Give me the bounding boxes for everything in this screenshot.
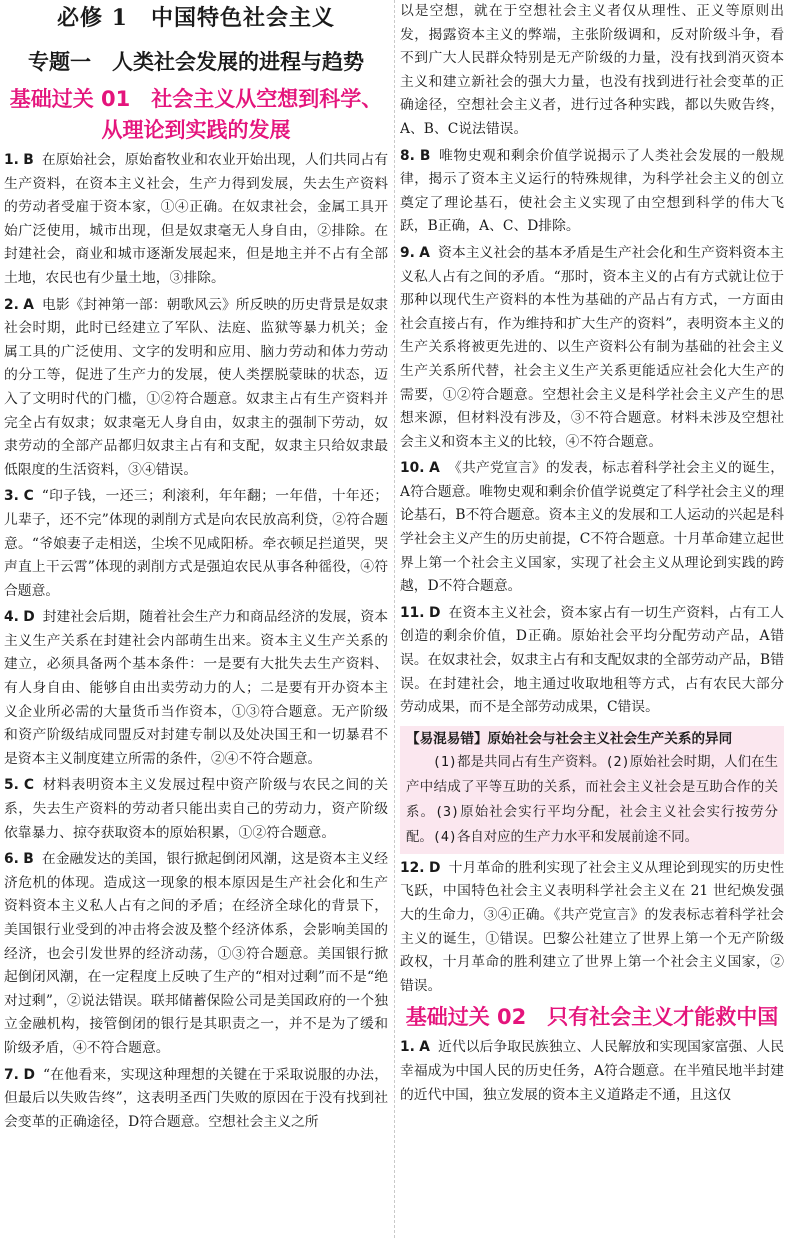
section2-title: 基础过关 02 只有社会主义才能救中国 [405,1005,779,1030]
left-column [4,0,388,1238]
answer-explanation: 在资本主义社会，资本家占有一切生产资料，占有工人创造的剩余价值，D正确。原始社会平均分配劳动产品，A错误。在奴隶社会，奴隶主占有和支配奴隶的全部劳动产品，B错误。在封建社会，地主通过收取地租等方式，占有农民大部分劳动成果，而不是全部劳动成果，C错误。 [400,604,784,716]
answer-letter: B [419,147,431,164]
answer-item-7-continued [400,0,784,142]
answer-item-11: 11. D 在资本主义社会，资本家占有一切生产资料，占有工人创造的剩余价值，D正确。原始社会平均分配劳动产品，A错误。在奴隶社会，奴隶主占有和支配奴隶的全部劳动产品，B错误。在封建社会，地主通过收取地租等方式，占有农民大部分劳动成果，而不是全部劳动成果，C错误。 [400,604,784,716]
answer-explanation: 资本主义社会的基本矛盾是生产社会化和生产资料资本主义私人占有之间的矛盾。“那时，资本主义的占有方式就让位于那种以现代生产资料的本性为基础的产品占有方式，一方面由社会直接占有，作为维持和扩大生产的资料”，表明资本主义的生产关系将被更先进的、以生产资料公有制为基础的社会主义生产关系所代替，社会主义生产关系更能适应社会化大生产的需要，①②符合题意。空想社会主义是科学社会主义产生的思想来源，但材料没有涉及，③不符合题意。材料未涉及空想社会主义和资本主义的比较，④不符合题意。 [400,244,784,450]
answer-explanation: 《共产党宣言》的发表，标志着科学社会主义的诞生，A符合题意。唯物史观和剩余价值学说奠定了科学社会主义的理论基石，B不符合题意。资本主义的发展和工人运动的兴起是科学社会主义产生的历史前提，C不符合题意。十月革命建立起世界上第一个社会主义国家，实现了社会主义从理论到实践的跨越，D不符合题意。 [400,460,784,595]
common-mistake-title: 【易混易错】原始社会与社会主义社会生产关系的异同 [406,730,733,747]
answer-item-12: 12. D 十月革命的胜利实现了社会主义从理论到现实的历史性飞跃，中国特色社会主义表明科学社会主义在 21 世纪焕发强大的生命力，③④正确。《共产党宣言》的发表标志着科学社会主义的诞生，①错误。巴黎公社建立了世界上第一个无产阶级政权，十月革命的胜利建立了世界上第一个社会主义国家，②错误。 [400,859,784,994]
answer-letter: D [23,609,35,626]
answer-explanation: “印子钱，一还三；利滚利，年年翻；一年借，十年还；儿辈子，还不完”体现的剥削方式是向农民放高利贷，②符合题意。“爷娘妻子走相送，尘埃不见咸阳桥。牵衣顿足拦道哭，哭声直上干云霄”体现的剥削方式是强迫农民从事各种徭役，④符合题意。 [4,488,388,599]
answer-item-3: 3. C “印子钱，一还三；利滚利，年年翻；一年借，十年还；儿辈子，还不完”体现的剥削方式是向农民放高利贷，②符合题意。“爷娘妻子走相送，尘埃不见咸阳桥。牵衣顿足拦道哭，哭声直上干云霄”体现的剥削方式是强迫农民从事各种徭役，④符合题意。 [4,488,388,599]
common-mistake-box [400,726,784,854]
answer-item-1: 1. B 在原始社会，原始畜牧业和农业开始出现，人们共同占有生产资料，在资本主义社会，生产力得到发展，失去生产资料的劳动者受雇于资本家，①④正确。在奴隶社会，金属工具开始广泛使用，城市出现，但是奴隶毫无人身自由，②排除。在封建社会，商业和城市逐渐发展起来，但是地主并不占有全部土地，农民也有少量土地，③排除。 [4,152,388,286]
section-title-line1: 基础过关 01 社会主义从空想到科学、 [9,87,383,111]
topic-title: 专题一 人类社会发展的进程与趋势 [28,49,364,74]
answer-letter: C [23,488,34,505]
answer-item-8: 8. B 唯物史观和剩余价值学说揭示了人类社会发展的一般规律，揭示了资本主义运行的特殊规律，为科学社会主义的创立奠定了理论基石，使社会主义实现了由空想到科学的伟大飞跃，B正确，A、C、D排除。 [400,147,784,235]
answer-explanation: 电影《封神第一部：朝歌风云》所反映的历史背景是奴隶社会时期，此时已经建立了军队、法庭、监狱等暴力机关；金属工具的广泛使用、文字的发明和应用、脑力劳动和体力劳动的分工等，促进了生产力的发展，使人类摆脱蒙昧的状态，迈入了文明时代的门槛，①②符合题意。奴隶主占有生产资料并完全占有奴隶；奴隶毫无人身自由，奴隶主的强制下劳动，奴隶劳动的全部产品都归奴隶主占有和支配，奴隶主只给奴隶最低限度的生活资料，③④错误。 [4,296,388,478]
column-divider [394,0,395,1238]
answer-letter: D [23,1066,35,1083]
answer-explanation: 十月革命的胜利实现了社会主义从理论到现实的历史性飞跃，中国特色社会主义表明科学社会主义在 21 世纪焕发强大的生命力，③④正确。《共产党宣言》的发表标志着科学社会主义的诞生，①错误。巴黎公社建立了世界上第一个无产阶级政权，十月革命的胜利建立了世界上第一个社会主义国家，②错误。 [400,859,784,994]
answer-letter: B [23,152,34,168]
answer-explanation: 在原始社会，原始畜牧业和农业开始出现，人们共同占有生产资料，在资本主义社会，生产力得到发展，失去生产资料的劳动者受雇于资本家，①④正确。在奴隶社会，金属工具开始广泛使用，城市出现，但是奴隶毫无人身自由，②排除。在封建社会，商业和城市逐渐发展起来，但是地主并不占有全部土地，农民也有少量土地，③排除。 [4,152,388,286]
answer-letter: C [23,777,34,794]
answer-item-2: 2. A 电影《封神第一部：朝歌风云》所反映的历史背景是奴隶社会时期，此时已经建立了军队、法庭、监狱等暴力机关；金属工具的广泛使用、文字的发明和应用、脑力劳动和体力劳动的分工等，促进了生产力的发展，使人类摆脱蒙昧的状态，迈入了文明时代的门槛，①②符合题意。奴隶主占有生产资料并完全占有奴隶；奴隶毫无人身自由，奴隶主的强制下劳动，奴隶劳动的全部产品都归奴隶主占有和支配，奴隶主只给奴隶最低限度的生活资料，③④错误。 [4,296,388,478]
common-mistake-body: (1)都是共同占有生产资料。(2)原始社会时期，人们在生产中结成了平等互助的关系，而社会主义社会是互助合作的关系。(3)原始社会实行平均分配，社会主义社会实行按劳分配。(4)各自对应的生产力水平和发展前途不同。 [406,754,778,845]
answer-letter: B [23,851,34,868]
answer-letter: A [23,296,34,313]
answer-letter: A [419,1039,430,1056]
answer-explanation: 唯物史观和剩余价值学说揭示了人类社会发展的一般规律，揭示了资本主义运行的特殊规律，为科学社会主义的创立奠定了理论基石，使社会主义实现了由空想到科学的伟大飞跃，B正确，A、C、D排除。 [400,147,784,235]
answer-item-5: 5. C 材料表明资本主义发展过程中资产阶级与农民之间的关系，失去生产资料的劳动者只能出卖自己的劳动力，资产阶级依靠暴力、掠夺获取资本的原始积累，①②符合题意。 [4,777,388,841]
section-title-line2: 从理论到实践的发展 [101,118,291,142]
answer-letter: A [429,460,440,477]
answer-explanation: 封建社会后期，随着社会生产力和商品经济的发展，资本主义生产关系在封建社会内部萌生出来。资本主义生产关系的建立，必须具备两个基本条件：一是要有大批失去生产资料、有人身自由、能够自由出卖劳动力的人；二是要有开办资本主义企业所必需的大量货币当作资本，①③符合题意。无产阶级和资产阶级结成同盟反对封建专制以及处决国王和一切暴君不是资本主义制度建立所需的条件，②④不符合题意。 [4,609,388,767]
answer-explanation: 近代以后争取民族独立、人民解放和实现国家富强、人民幸福成为中国人民的历史任务，A符合题意。在半殖民地半封建的近代中国，独立发展的资本主义道路走不通，且这仅 [400,1039,784,1103]
module-title: 必修 1 中国特色社会主义 [57,5,335,31]
answer-item-9: 9. A 资本主义社会的基本矛盾是生产社会化和生产资料资本主义私人占有之间的矛盾。“那时，资本主义的占有方式就让位于那种以现代生产资料的本性为基础的产品占有方式，一方面由社会直接占有，作为维持和扩大生产的资料”，表明资本主义的生产关系将被更先进的、以生产资料公有制为基础的社会主义生产关系所代替，社会主义生产关系更能适应社会化大生产的需要，①②符合题意。空想社会主义是科学社会主义产生的思想来源，但材料没有涉及，③不符合题意。材料未涉及空想社会主义和资本主义的比较，④不符合题意。 [400,244,784,450]
answer-letter: D [429,604,441,621]
answer-item-10: 10. A 《共产党宣言》的发表，标志着科学社会主义的诞生，A符合题意。唯物史观和剩余价值学说奠定了科学社会主义的理论基石，B不符合题意。资本主义的发展和工人运动的兴起是科学社会主义产生的历史前提，C不符合题意。十月革命建立起世界上第一个社会主义国家，实现了社会主义从理论到实践的跨越，D不符合题意。 [400,460,784,595]
answer-explanation: 以是空想，就在于空想社会主义者仅从理性、正义等原则出发，揭露资本主义的弊端，主张阶级调和，反对阶级斗争，看不到广大人民群众特别是无产阶级的力量，没有找到消灭资本主义和建立新社会的强大力量，也没有找到进行社会变革的正确途径，空想社会主义者，进行过各种实践，都以失败告终，A、B、C说法错误。 [400,3,784,137]
answer-explanation: 在金融发达的美国，银行掀起倒闭风潮，这是资本主义经济危机的体现。造成这一现象的根本原因是生产社会化和生产资料资本主义私人占有之间的矛盾；在经济全球化的背景下，美国银行业受到的冲击将会波及整个经济体系，会影响美国的经济，也会引发世界的经济动荡，①③符合题意。美国银行掀起倒闭风潮，在一定程度上反映了生产的“相对过剩”而不是“绝对过剩”，②说法错误。联邦储蓄保险公司是美国政府的一个独立金融机构，接管倒闭的银行是其职责之一，并不是为了缓和阶级矛盾，④不符合题意。 [4,851,388,1056]
answer-letter: D [429,859,441,876]
answer-item-6: 6. B 在金融发达的美国，银行掀起倒闭风潮，这是资本主义经济危机的体现。造成这一现象的根本原因是生产社会化和生产资料资本主义私人占有之间的矛盾；在经济全球化的背景下，美国银行业受到的冲击将会波及整个经济体系，会影响美国的经济，也会引发世界的经济动荡，①③符合题意。美国银行掀起倒闭风潮，在一定程度上反映了生产的“相对过剩”而不是“绝对过剩”，②说法错误。联邦储蓄保险公司是美国政府的一个独立金融机构，接管倒闭的银行是其职责之一，并不是为了缓和阶级矛盾，④不符合题意。 [4,851,388,1056]
section2-answer-item-1: 1. A 近代以后争取民族独立、人民解放和实现国家富强、人民幸福成为中国人民的历史任务，A符合题意。在半殖民地半封建的近代中国，独立发展的资本主义道路走不通，且这仅 [400,1039,784,1103]
answer-item-7: 7. D “在他看来，实现这种理想的关键在于采取说服的办法，但最后以失败告终”，这表明圣西门失败的原因在于没有找到社会变革的正确途径，D符合题意。空想社会主义之所 [4,1066,388,1130]
right-column [400,0,784,1238]
answer-letter: A [419,244,430,261]
answer-item-4: 4. D 封建社会后期，随着社会生产力和商品经济的发展，资本主义生产关系在封建社会内部萌生出来。资本主义生产关系的建立，必须具备两个基本条件：一是要有大批失去生产资料、有人身自由、能够自由出卖劳动力的人；二是要有开办资本主义企业所必需的大量货币当作资本，①③符合题意。无产阶级和资产阶级结成同盟反对封建专制以及处决国王和一切暴君不是资本主义制度建立所需的条件，②④不符合题意。 [4,609,388,767]
answer-explanation: 材料表明资本主义发展过程中资产阶级与农民之间的关系，失去生产资料的劳动者只能出卖自己的劳动力，资产阶级依靠暴力、掠夺获取资本的原始积累，①②符合题意。 [4,777,388,841]
answer-explanation: “在他看来，实现这种理想的关键在于采取说服的办法，但最后以失败告终”，这表明圣西门失败的原因在于没有找到社会变革的正确途径，D符合题意。空想社会主义之所 [4,1066,388,1130]
